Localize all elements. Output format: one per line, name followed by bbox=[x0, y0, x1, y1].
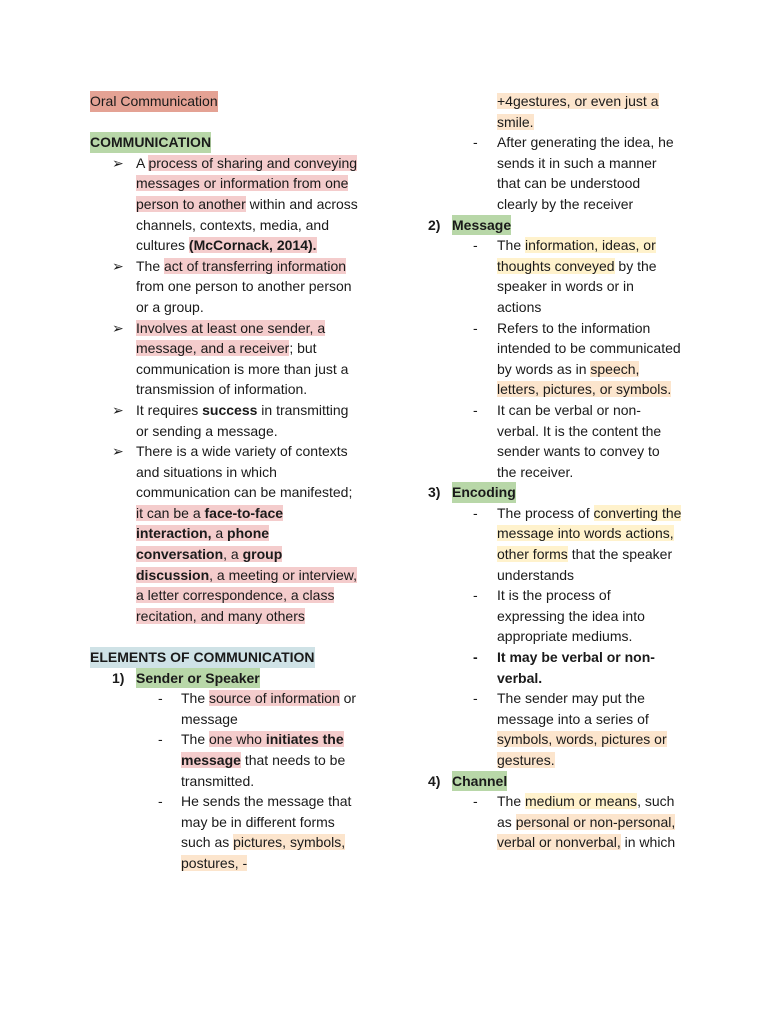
item-number: 2) bbox=[428, 216, 441, 233]
element-label: Sender or Speaker bbox=[136, 668, 260, 689]
encoding-point-converting: - The process of converting the message into words actions, other forms that the speaker understands bbox=[473, 504, 682, 583]
left-column bbox=[90, 91, 362, 874]
message-point-information: - The information, ideas, or thoughts conveyed by the speaker in words or in actions bbox=[473, 237, 657, 315]
dash-bullet: - bbox=[158, 690, 163, 707]
element-label: Channel bbox=[452, 771, 507, 792]
bullet-definition: ➢ A process of sharing and conveying messages or information from one person to another within and across channels, contexts, media, and cultures (McCornack, 2014). bbox=[112, 154, 358, 254]
arrow-bullet-icon: ➢ bbox=[112, 401, 124, 418]
bullet-requires-success: ➢ It requires success in transmitting or sending a message. bbox=[112, 401, 349, 439]
dash-bullet: - bbox=[158, 793, 163, 810]
sender-point-initiates: - The one who initiates the message that needs to be transmitted. bbox=[158, 731, 346, 789]
sender-point-forms-continued: +4gestures, or even just a smile. bbox=[497, 93, 659, 130]
element-encoding bbox=[428, 482, 682, 503]
element-channel bbox=[428, 771, 682, 792]
bullet-contexts: ➢ There is a wide variety of contexts and situations in which communication can be manifested; it can be a face-to-face interaction, a phone conversation, a group discussion, a meeting or interview, a letter correspondence, a class recitation, and many others bbox=[112, 443, 357, 624]
document-title: Oral Communication bbox=[90, 91, 218, 112]
arrow-bullet-icon: ➢ bbox=[112, 443, 124, 460]
dash-bullet: - bbox=[473, 134, 478, 151]
dash-bullet: - bbox=[473, 504, 478, 521]
dash-bullet: - bbox=[473, 649, 478, 666]
right-column bbox=[428, 91, 682, 853]
sender-point-source: - The source of information or message bbox=[158, 690, 357, 727]
item-number: 1) bbox=[112, 669, 125, 686]
section-heading-elements: ELEMENTS OF COMMUNICATION bbox=[90, 647, 315, 668]
element-sender bbox=[90, 668, 362, 689]
encoding-point-verbal: - It may be verbal or non-verbal. bbox=[473, 649, 655, 686]
citation: (McCornack, 2014). bbox=[188, 237, 317, 254]
arrow-bullet-icon: ➢ bbox=[112, 257, 124, 274]
bullet-act-of-transferring: ➢ The act of transferring information from one person to another person or a group. bbox=[112, 257, 352, 315]
item-number: 3) bbox=[428, 484, 441, 501]
arrow-bullet-icon: ➢ bbox=[112, 319, 124, 336]
message-point-verbal: - It can be verbal or non-verbal. It is the content the sender wants to convey to the receiver. bbox=[473, 401, 662, 480]
dash-bullet: - bbox=[158, 731, 163, 748]
arrow-bullet-icon: ➢ bbox=[112, 154, 124, 171]
dash-bullet: - bbox=[473, 401, 478, 418]
element-label: Encoding bbox=[452, 482, 516, 503]
dash-bullet: - bbox=[473, 319, 478, 336]
item-number: 4) bbox=[428, 772, 441, 789]
dash-bullet: - bbox=[473, 690, 478, 707]
dash-bullet: - bbox=[473, 587, 478, 604]
sender-point-after-idea: - After generating the idea, he sends it in such a manner that can be understood clearly by the receiver bbox=[473, 134, 674, 212]
dash-bullet: - bbox=[473, 793, 478, 810]
sender-point-forms: - He sends the message that may be in different forms such as pictures, symbols, postures, - bbox=[158, 793, 352, 871]
section-heading-communication: COMMUNICATION bbox=[90, 132, 211, 153]
channel-point-medium: - The medium or means, such as personal or non-personal, verbal or nonverbal, in which bbox=[473, 793, 676, 851]
bullet-sender-message-receiver: ➢ Involves at least one sender, a message, and a receiver; but communication is more than just a transmission of information. bbox=[112, 319, 349, 398]
element-label: Message bbox=[452, 215, 511, 236]
dash-bullet: - bbox=[473, 237, 478, 254]
message-point-refers: - Refers to the information intended to be communicated by words as in speech, letters, pictures, or symbols. bbox=[473, 319, 681, 398]
element-message bbox=[428, 215, 682, 236]
encoding-point-expressing: - It is the process of expressing the idea into appropriate mediums. bbox=[473, 587, 645, 645]
encoding-point-series: - The sender may put the message into a series of symbols, words, pictures or gestures. bbox=[473, 690, 667, 768]
